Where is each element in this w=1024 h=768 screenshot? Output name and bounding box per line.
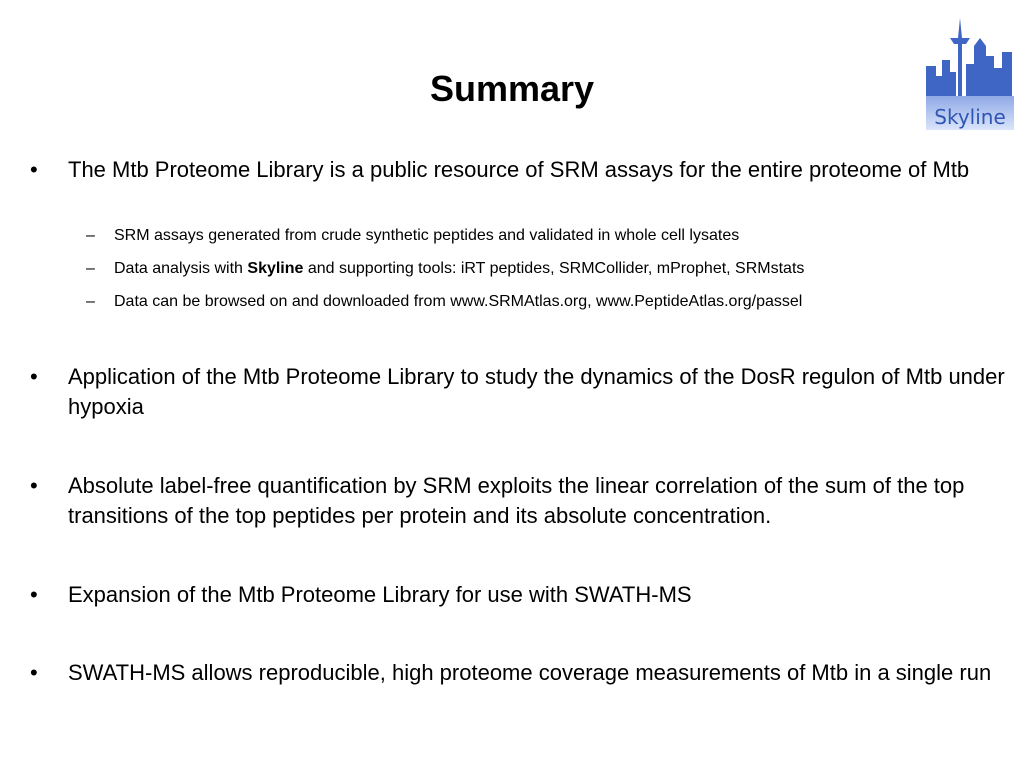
sub-bullet-text: Data can be browsed on and downloaded from www.SRMAtlas.org, www.PeptideAtlas.org/passel bbox=[114, 293, 803, 310]
sub-bullet-item bbox=[86, 258, 1006, 280]
skyline-logo bbox=[922, 14, 1018, 134]
sub-bullet-marker: – bbox=[86, 260, 95, 277]
sub-bullet-text-suffix: and supporting tools: iRT peptides, SRMCollider, mProphet, SRMstats bbox=[303, 260, 805, 277]
bullet-marker: • bbox=[30, 582, 38, 607]
sub-bullet-text bbox=[114, 258, 1006, 280]
sub-bullet-item bbox=[86, 225, 1006, 247]
sub-bullet-item bbox=[86, 291, 1006, 313]
skyline-logo-icon bbox=[922, 14, 1018, 134]
bullet-item bbox=[30, 580, 1010, 610]
logo-text: Skyline bbox=[934, 105, 1006, 129]
sub-bullet-marker: – bbox=[86, 227, 95, 244]
sub-bullet-text-prefix: Data analysis with bbox=[114, 260, 248, 277]
bullet-marker: • bbox=[30, 473, 38, 498]
bullet-text: SWATH-MS allows reproducible, high proteome coverage measurements of Mtb in a single run bbox=[68, 660, 992, 685]
sub-bullet-text-bold: Skyline bbox=[247, 260, 304, 277]
bullet-text: Expansion of the Mtb Proteome Library for use with SWATH-MS bbox=[68, 582, 692, 607]
sub-bullet-text: SRM assays generated from crude synthetic peptides and validated in whole cell lysates bbox=[114, 227, 740, 244]
sub-bullet-marker: – bbox=[86, 293, 95, 310]
bullet-marker: • bbox=[30, 364, 38, 389]
bullet-text: The Mtb Proteome Library is a public resource of SRM assays for the entire proteome of Mtb bbox=[68, 157, 970, 182]
bullet-marker: • bbox=[30, 157, 38, 182]
bullet-text: Absolute label-free quantification by SRM exploits the linear correlation of the sum of the top transitions of the top peptides per protein and its absolute concentration. bbox=[68, 473, 965, 528]
bullet-item bbox=[30, 471, 1010, 531]
bullet-item bbox=[30, 658, 1010, 688]
bullet-marker: • bbox=[30, 660, 38, 685]
bullet-item bbox=[30, 155, 1010, 185]
slide-title: Summary bbox=[429, 68, 595, 109]
bullet-text: Application of the Mtb Proteome Library to study the dynamics of the DosR regulon of Mtb under hypoxia bbox=[68, 364, 1005, 419]
bullet-item bbox=[30, 362, 1010, 422]
